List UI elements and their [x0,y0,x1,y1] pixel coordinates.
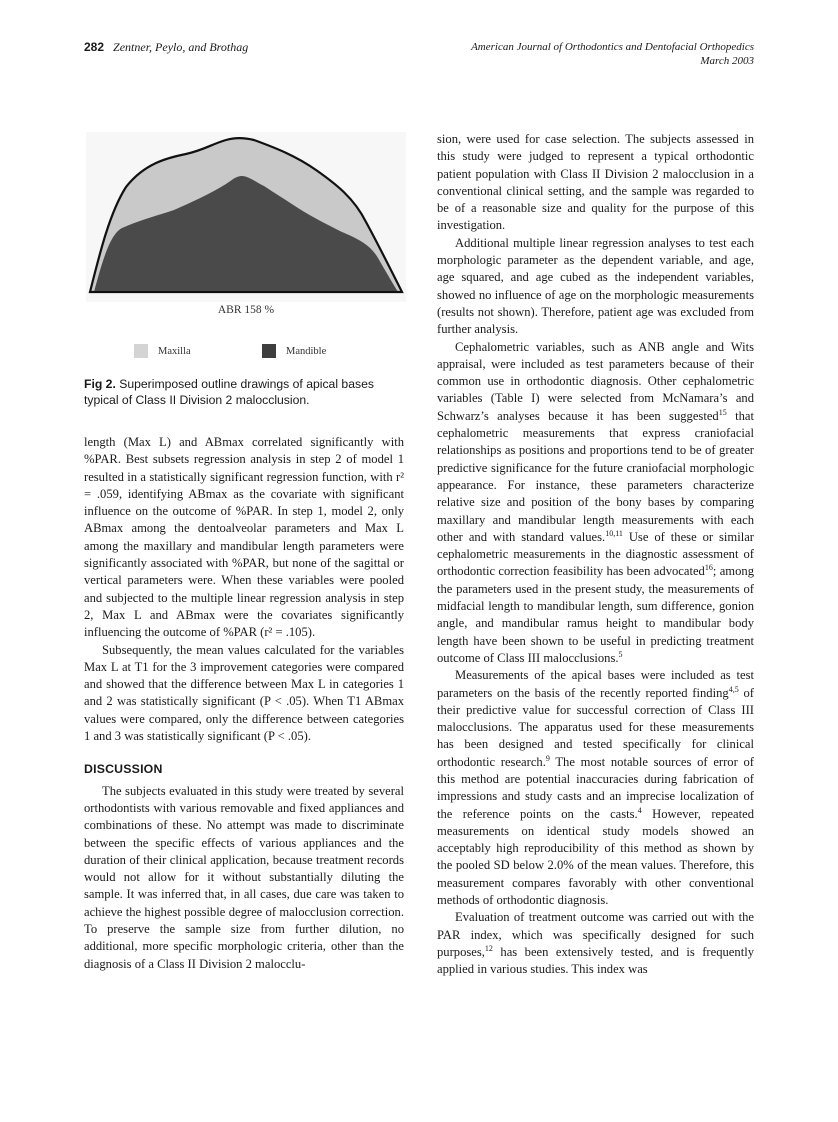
issue-date: March 2003 [700,55,754,67]
paragraph: The subjects evaluated in this study were treated by several orthodontists with various removable and fixed appliances and combinations of these. No attempt was made to discriminate between the specific effects of various appliances and the duration of their clinical application, because treatment records would not allow for it without substantially diluting the sample. It was inferred that, in all cases, due care was taken to achieve the highest possible degree of malocclusion correction. To preserve the sample size from further dilution, no additional, more specific morphologic criteria, other than the diagnosis of a Class II Division 2 malocclu- [84,783,404,971]
citation: 4,5 [728,684,739,694]
citation: 10,11 [605,528,623,538]
text-run: ; among the parameters used in the present study, the measurements of midfacial length to mandibular length, sum difference, gonion angle, and mandibular ramus height to mandibular body length have been shown to be useful in predicting treatment outcome of Class III malocclusions. [437,564,754,665]
left-column [84,434,404,973]
legend-item-mandible [262,344,326,358]
legend-item-maxilla [134,344,191,358]
page-number: 282 [84,40,105,54]
paragraph: Additional multiple linear regression analyses to test each morphologic parameter as the dependent variable, and age, age squared, and age cubed as the independent variables, showed no influence of age on the morphologic measurements (results not shown). Therefore, patient age was excluded from further analysis. [437,235,754,337]
maxilla-swatch [134,344,148,358]
citation: 15 [718,407,727,417]
running-header-right [471,40,754,68]
figure-number: Fig 2. [84,377,116,391]
paragraph: Subsequently, the mean values calculated for the variables Max L at T1 for the 3 improvement categories were compared and showed that the difference between Max L in categories 1 and 2 was statistically significant (P < .05). When T1 ABmax values were compared, only the difference between categories 1 and 3 was statistically significant (P < .05). [84,642,404,744]
abr-label: ABR 158 % [217,304,275,316]
apical-base-outline-drawing [86,132,406,302]
citation: 9 [545,753,550,763]
text-run: Use of these or similar cephalometric measurements in the diagnostic assessment of orthodontic correction feasibility has been advocated [437,529,754,579]
mandible-swatch [262,344,276,358]
citation: 4 [637,805,642,815]
text-run: has been extensively tested, and is frequently applied in various studies. This index was [437,944,754,977]
text-run: However, repeated measurements on identical study models showed an acceptably high reproducibility of this method as shown by the pooled SD below 2.0% of the mean values. Therefore, this measurement compares favorably with other conventional methods of orthodontic diagnosis. [437,806,754,908]
text-run: Cephalometric variables, such as ANB angle and Wits appraisal, were included as test parameters because of their common use in orthodontic diagnosis. Other cephalometric variables (Table I) were selected from McNamara’s and Schwarz’s analyses because it has been suggested [437,339,754,423]
figure-2 [86,132,406,364]
legend-label-mandible: Mandible [286,345,327,357]
text-run: The most notable sources of error of this method are potential inaccuracies during fabrication of impressions and study casts and an imprecise localization of the reference points on the casts. [437,754,754,821]
citation: 16 [704,563,713,573]
paragraph [437,909,754,978]
citation: 12 [484,943,493,953]
text-run: of their predictive value for successful correction of Class III malocclusions. The apparatus used for these measurements has been designed and tested specifically for clinical orthodontic research. [437,685,754,769]
caption-text: Superimposed outline drawings of apical bases typical of Class II Division 2 malocclusion. [84,377,374,407]
section-heading-discussion: DISCUSSION [84,762,163,777]
text-run: that cephalometric measurements that express craniofacial relationships as positions and proportions tend to be of greater predictive significance for the future craniofacial morphologic appearance. For instance, these parameters characterize relative size and position of the bony bases by comparing maxillary and mandibular length measurements with each other and with standard values. [437,408,754,544]
citation: 5 [618,649,623,659]
paragraph: length (Max L) and ABmax correlated significantly with %PAR. Best subsets regression analysis in step 2 of model 1 resulted in a statistically significant regression function, with r² = .059, identifying ABmax as the covariate with significant influence on the outcome of %PAR. In step 1, model 2, only ABmax among the dentoalveolar parameters and Max L among the maxillary and mandibular length parameters were significantly associated with %PAR, but none of the sagittal or vertical parameters were. When these variables were pooled and subjected to the multiple linear regression analysis in step 2, Max L and ABmax were the covariates significantly influencing the outcome of %PAR (r² = .105). [84,435,404,640]
text-run: Evaluation of treatment outcome was carried out with the PAR index, which was specifically designed for such purposes, [437,910,754,959]
paragraph [437,339,754,668]
legend-label-maxilla: Maxilla [158,345,191,357]
running-header-left [84,40,248,55]
figure-caption [84,376,406,408]
journal-title: American Journal of Orthodontics and Dentofacial Orthopedics [471,41,754,53]
paragraph: sion, were used for case selection. The subjects assessed in this study were judged to represent a typical orthodontic patient population with Class II Division 2 malocclusion in a conventional clinical setting, and the sample was regarded to be of a reasonable size and quality for the purpose of this investigation. [437,132,754,233]
paragraph [437,667,754,909]
right-column [437,131,754,979]
text-run: Measurements of the apical bases were included as test parameters on the basis of the recently reported finding [437,668,754,700]
running-authors: Zentner, Peylo, and Brothag [113,40,249,54]
figure-legend [86,344,406,360]
